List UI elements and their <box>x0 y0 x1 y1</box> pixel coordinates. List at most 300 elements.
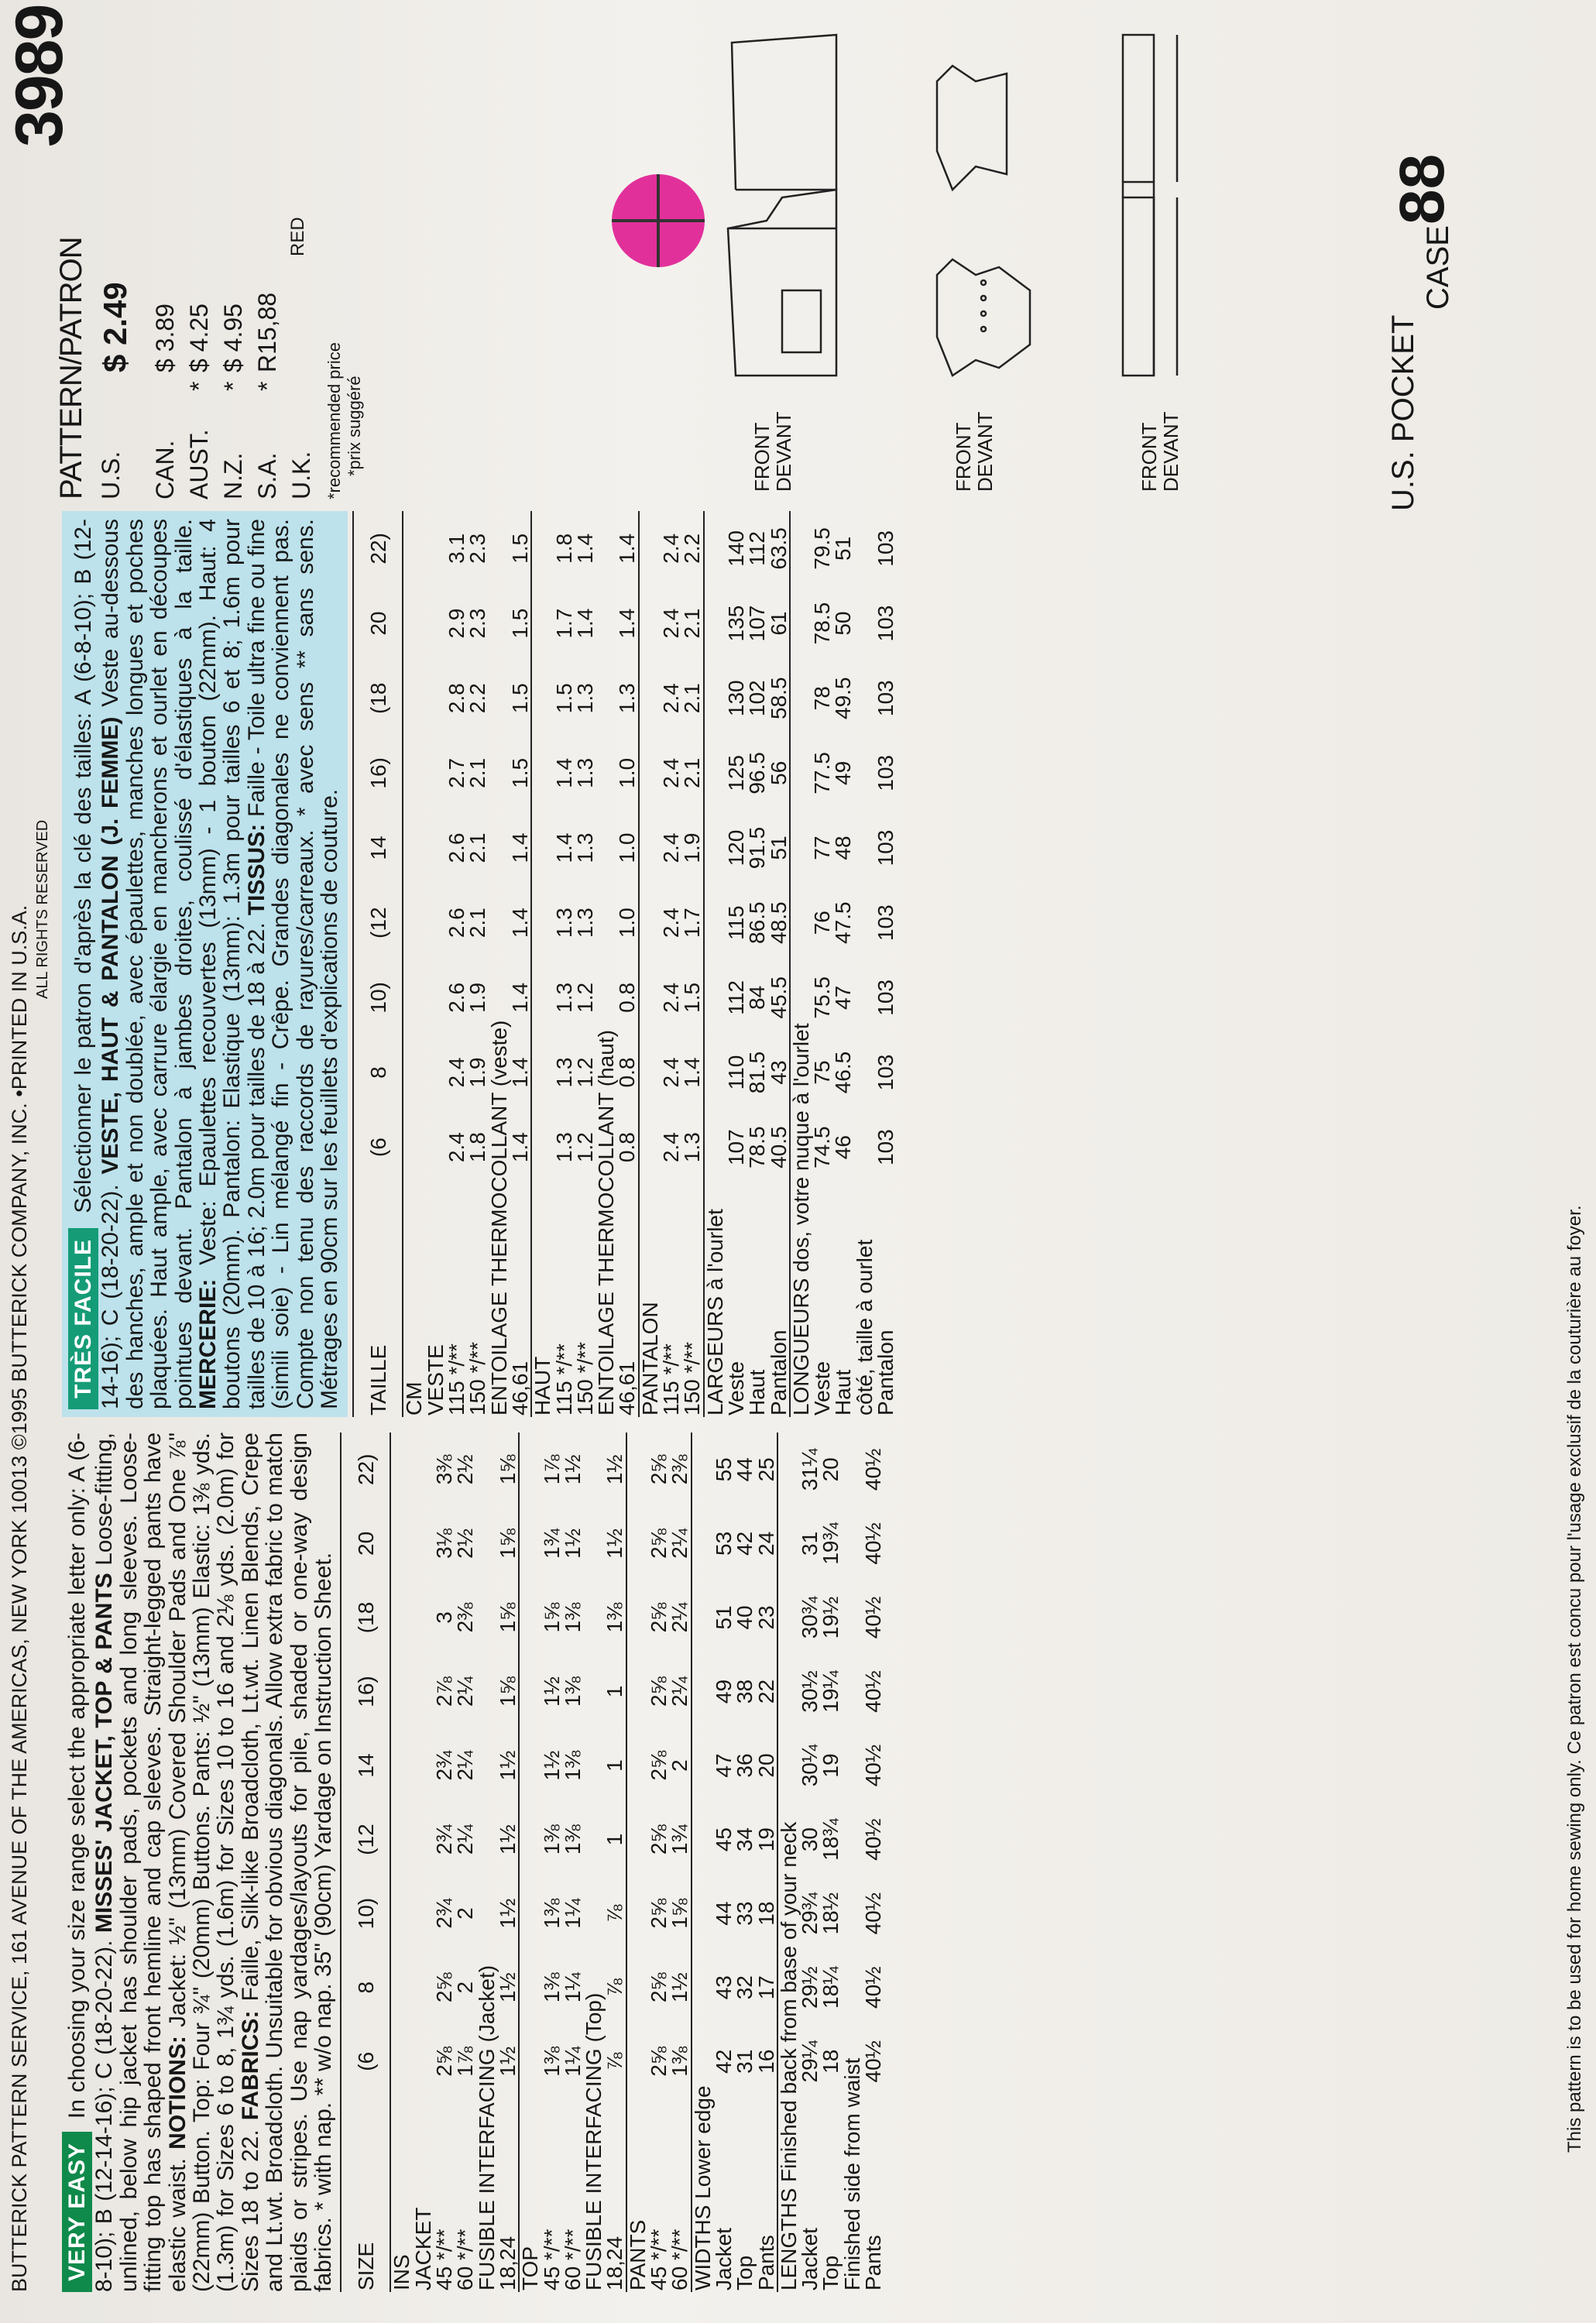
english-cell-value: 53 <box>711 1531 736 1556</box>
french-yardage-table <box>352 511 896 1417</box>
french-cell-value: 1.3 <box>551 1057 576 1088</box>
english-cell-value: 2⅜ <box>668 1454 692 1485</box>
english-title: MISSES' JACKET, TOP & PANTS <box>91 1573 118 1934</box>
jacket-devant-label: DEVANT <box>772 411 795 492</box>
french-table-row <box>510 511 531 1417</box>
french-cell-value: 1.3 <box>572 832 597 863</box>
french-cell-value: 2.4 <box>444 1132 469 1163</box>
french-cell-value: 112 <box>745 531 770 566</box>
french-cell-value: 61 <box>766 611 791 636</box>
top-sketch-icon <box>922 27 1045 383</box>
english-cell-value: 1⅞ <box>453 2046 478 2077</box>
french-table-row <box>875 511 896 1417</box>
english-row-label: INS <box>390 2254 414 2290</box>
english-cell-value: 30½ <box>798 1670 822 1713</box>
english-cell-value: 1⅜ <box>560 1602 585 1633</box>
english-cell-value: 2¼ <box>668 1676 692 1707</box>
english-row-label: 60 */** <box>560 2229 585 2290</box>
french-table-row <box>681 511 703 1417</box>
french-cell-value: 103 <box>874 1129 898 1166</box>
french-row-label: Haut <box>745 1369 770 1415</box>
fabrics-text: Faille, Silk-like Broadcloth, Lt.wt. Linen Blends, Crepe and Lt.wt. Broadcloth. Unsuitable for obvious diagonals. Allow extra fabric to match plaids or stripes. Use nap yardages/layouts for pile, shaded or one-way design fabrics. * with nap. ** w/o nap. 35" (90cm) Yardage on Instruction Sheet. <box>237 1433 337 2292</box>
english-cell-value: 1 <box>602 1833 627 1846</box>
french-row-label: LONGUEURS dos, votre nuque à l'ourlet <box>790 511 812 1417</box>
french-cell-value: 1.4 <box>507 908 532 938</box>
french-cell-value: 50 <box>831 611 856 636</box>
price-country: U.S. <box>97 451 125 499</box>
english-cell-value: 42 <box>711 2049 736 2074</box>
french-cell-value: 2.4 <box>659 608 684 639</box>
english-cell-value: 1⅜ <box>560 1824 585 1855</box>
english-row-label: 45 */** <box>647 2229 671 2290</box>
english-cell-value: 2⅝ <box>647 1898 671 1929</box>
english-cell-value: 44 <box>711 1901 736 1926</box>
french-cell-value: 1.4 <box>615 608 640 639</box>
english-table-row <box>692 1433 713 2292</box>
english-cell-value: 29¼ <box>798 2040 822 2083</box>
french-cell-value: 2.6 <box>444 908 469 938</box>
recommended-note: *recommended price <box>324 342 344 499</box>
price-mark <box>287 372 321 391</box>
english-size-col: 8 <box>341 1951 390 2025</box>
french-cell-value: 1.4 <box>507 1057 532 1088</box>
french-cell-value: 1.7 <box>551 608 576 639</box>
french-cell-value: 2.4 <box>659 832 684 863</box>
english-table-row <box>562 1433 583 2292</box>
french-cell-value: 2.6 <box>444 832 469 863</box>
english-size-col: 16) <box>341 1655 390 1729</box>
english-cell-value: 20 <box>819 1457 843 1482</box>
french-cell-value: 140 <box>723 530 748 567</box>
english-cell-value: 40½ <box>861 1744 885 1787</box>
french-cell-value: 112 <box>723 980 748 1015</box>
french-cell-value: 79.5 <box>810 527 835 570</box>
english-row-label: PANTS <box>626 1433 648 2292</box>
top-front-label: FRONT <box>952 422 975 492</box>
english-cell-value: 1⅝ <box>668 1898 692 1929</box>
price-mark <box>151 372 185 391</box>
french-row-label: 150 */** <box>680 1342 705 1415</box>
english-cell-value: 2¼ <box>453 1824 478 1855</box>
french-cell-value: 1.4 <box>680 1057 705 1088</box>
english-cell-value: 2¾ <box>432 1824 457 1855</box>
french-row-label: 46,61 <box>507 1361 532 1415</box>
french-size-col: 10) <box>353 960 403 1035</box>
french-cell-value: 107 <box>723 1129 748 1166</box>
french-cell-value: 2.6 <box>444 982 469 1013</box>
french-row-label: ENTOILAGE THERMOCOLLANT (haut) <box>594 1030 619 1415</box>
top-sketch <box>922 19 1100 499</box>
english-intro: In choosing your size range select the appropriate letter only: A (6-8-10); B (12-14-16); C (18-20-22). <box>64 1433 118 2292</box>
mercerie-label: MERCERIE: <box>195 1278 221 1409</box>
french-cell-value: 103 <box>874 530 898 567</box>
french-cell-value: 2.9 <box>444 608 469 639</box>
mercerie-text: Veste: Epaulettes recouvertes (13mm) - 1 bouton (22mm). Haut: 4 boutons (20mm). Pantalon: Elastique (13mm): 1.3m pour tailles 6 et 8; 1.6m pour tailles de 10 à 16; 2.0m pour tailles de 18 à 22. <box>195 519 269 1409</box>
french-cell-value: 1.0 <box>615 757 640 788</box>
english-cell-value: 2¾ <box>432 1898 457 1929</box>
english-cell-value: 29½ <box>798 1966 822 2009</box>
french-cell-value: 1.0 <box>615 832 640 863</box>
english-cell-value: 2¼ <box>668 1528 692 1559</box>
english-row-label: 45 */** <box>539 2229 564 2290</box>
english-cell-value: 40½ <box>861 2040 885 2083</box>
tissus-text: Faille - Toile ultra fine ou fine (simili soie) - Lin mélangé fin - Crêpe. Grandes diagonales ne conviennent pas. Compte non tenu des raccords de rayures/carreaux. * avec sens ** sans sens. Métrages en 90cm sur les feuillets d'explications de couture. <box>243 519 343 1409</box>
english-cell-value: 1¼ <box>560 1898 585 1929</box>
french-cell-value: 76 <box>810 911 835 935</box>
english-cell-value: 1½ <box>495 1898 520 1929</box>
french-cell-value: 1.2 <box>572 982 597 1013</box>
english-cell-value: 30 <box>798 1827 822 1852</box>
english-row-label: Jacket <box>798 2228 822 2290</box>
english-cell-value: 30¾ <box>798 1596 822 1639</box>
french-table-row <box>726 511 747 1417</box>
english-cell-value: 22 <box>753 1679 778 1704</box>
case-label: CASE <box>1421 225 1455 310</box>
english-cell-value: 1 <box>602 1685 627 1698</box>
french-size-col: 20 <box>353 586 403 661</box>
french-cell-value: 1.3 <box>615 683 640 714</box>
fabrics-label: FABRICS: <box>237 2010 263 2121</box>
french-cell-value: 84 <box>745 985 770 1010</box>
top-devant-label: DEVANT <box>973 411 997 492</box>
french-cell-value: 1.4 <box>551 832 576 863</box>
french-cell-value: 58.5 <box>766 677 791 719</box>
jacket-sketch <box>720 19 914 499</box>
jacket-front-label: FRONT <box>750 422 774 492</box>
english-cell-value: 1¾ <box>539 1528 564 1559</box>
english-row-label: 18,24 <box>602 2236 627 2290</box>
english-table-row <box>820 1433 841 2292</box>
price-country: U.K. <box>287 451 315 499</box>
english-cell-value: 2⅝ <box>432 2046 457 2077</box>
english-cell-value: 18¼ <box>819 1966 843 2009</box>
english-cell-value: 2⅜ <box>453 1602 478 1633</box>
english-row-label: Top <box>819 2255 843 2290</box>
english-cell-value: 1⅜ <box>560 1676 585 1707</box>
english-cell-value: 19¼ <box>819 1670 843 1713</box>
french-cell-value: 2.1 <box>680 608 705 639</box>
price-row <box>97 19 151 499</box>
french-cell-value: 2.7 <box>444 757 469 788</box>
english-cell-value: 1½ <box>560 1454 585 1485</box>
french-cell-value: 1.4 <box>551 757 576 788</box>
english-size-header-row <box>341 1433 390 2292</box>
french-cell-value: 0.8 <box>615 1057 640 1088</box>
french-cell-value: 77 <box>810 836 835 860</box>
english-cell-value: 45 <box>711 1827 736 1852</box>
price-value: R15,88 <box>253 292 281 372</box>
french-cell-value: 1.5 <box>507 757 532 788</box>
english-desc-text: Loose-fitting, unlined, below hip jacket has shoulder pads, pockets and long sleeves. Loose-fitting top has shaped front hemline and cap sleeves. Straight-legged pants have elastic waist. <box>91 1433 190 2292</box>
pants-devant-label: DEVANT <box>1159 411 1182 492</box>
french-cell-value: 75.5 <box>810 976 835 1019</box>
english-row-label: TOP <box>519 1433 541 2292</box>
suggested-note: *prix suggéré <box>345 376 364 476</box>
english-size-col: 20 <box>341 1507 390 1581</box>
english-cell-value: 2⅝ <box>647 1602 671 1633</box>
french-row-label: 115 */** <box>551 1343 576 1415</box>
sketch-area <box>720 19 1309 499</box>
english-cell-value: 40½ <box>861 1966 885 2009</box>
french-size-col: 8 <box>353 1035 403 1110</box>
english-cell-value: 1½ <box>495 1824 520 1855</box>
english-cell-value: 1⅜ <box>668 2046 692 2077</box>
english-cell-value: 36 <box>733 1753 757 1778</box>
english-cell-value: 1½ <box>539 1750 564 1781</box>
french-table-row <box>704 511 726 1417</box>
english-table-row <box>497 1433 519 2292</box>
french-cell-value: 103 <box>874 829 898 866</box>
english-cell-value: 2¼ <box>453 1750 478 1781</box>
french-cell-value: 130 <box>723 680 748 717</box>
french-cell-value: 2.2 <box>680 533 705 564</box>
french-cell-value: 49 <box>831 760 856 785</box>
french-cell-value: 56 <box>766 760 791 785</box>
english-table-row <box>648 1433 669 2292</box>
french-cell-value: 47.5 <box>831 901 856 944</box>
english-size-col: 10) <box>341 1876 390 1951</box>
french-cell-value: 1.5 <box>507 683 532 714</box>
french-cell-value: 96.5 <box>745 752 770 794</box>
french-size-col: (18 <box>353 661 403 736</box>
french-table-row <box>425 511 446 1417</box>
french-cell-value: 135 <box>723 605 748 642</box>
price-mark: * <box>219 381 247 391</box>
english-row-label: FUSIBLE INTERFACING (Jacket) <box>474 1964 499 2290</box>
french-cell-value: 1.3 <box>551 908 576 938</box>
english-cell-value: 2 <box>453 1981 478 1994</box>
english-cell-value: ⅞ <box>602 1978 627 1997</box>
english-cell-value: 1⅜ <box>539 1824 564 1855</box>
english-cell-value: 2⅝ <box>647 1750 671 1781</box>
price-country: CAN. <box>151 440 179 499</box>
french-table-row <box>595 511 616 1417</box>
english-table-row <box>626 1433 648 2292</box>
english-row-label: Pants <box>753 2235 778 2290</box>
english-row-label: FUSIBLE INTERFACING (Top) <box>582 1992 606 2290</box>
english-row-label: LENGTHS Finished back from base of your neck <box>777 1433 799 2292</box>
price-value: $ 4.25 <box>185 304 213 372</box>
english-cell-value: 1⅝ <box>495 1454 520 1485</box>
english-cell-value: 19 <box>819 1753 843 1778</box>
pattern-number: 3989 <box>2 5 77 147</box>
english-cell-value: 40½ <box>861 1596 885 1639</box>
english-cell-value: 49 <box>711 1679 736 1704</box>
french-cell-value: 2.1 <box>465 757 490 788</box>
english-cell-value: 1½ <box>560 1528 585 1559</box>
tres-facile-badge: TRÈS FACILE <box>68 1228 98 1409</box>
english-cell-value: 2⅞ <box>432 1676 457 1707</box>
english-cell-value: 1 <box>602 1759 627 1772</box>
english-cell-value: 31 <box>733 2049 757 2074</box>
french-cell-value: 43 <box>766 1060 791 1085</box>
pants-sketch-icon <box>1107 27 1231 383</box>
price-value: $ 4.95 <box>219 304 247 372</box>
english-table-row <box>777 1433 799 2292</box>
french-cell-value: 2.1 <box>465 832 490 863</box>
french-cell-value: 107 <box>745 605 770 642</box>
english-table-row <box>604 1433 626 2292</box>
french-cell-value: 1.8 <box>465 1132 490 1163</box>
english-cell-value: 1⅜ <box>560 1750 585 1781</box>
french-table-row <box>639 511 661 1417</box>
english-cell-value: 47 <box>711 1753 736 1778</box>
english-row-label: 45 */** <box>432 2229 457 2290</box>
french-cell-value: 110 <box>723 1055 748 1090</box>
french-cell-value: 48 <box>831 836 856 860</box>
french-table-row <box>747 511 767 1417</box>
french-cell-value: 63.5 <box>766 527 791 570</box>
french-cell-value: 40.5 <box>766 1126 791 1168</box>
french-cell-value: 102 <box>745 680 770 717</box>
english-cell-value: 55 <box>711 1457 736 1482</box>
english-table-row <box>455 1433 475 2292</box>
english-cell-value: 1⅜ <box>539 2046 564 2077</box>
french-cell-value: 1.2 <box>572 1132 597 1163</box>
french-cell-value: 1.4 <box>507 1132 532 1163</box>
tissus-label: TISSUS: <box>243 823 269 916</box>
english-cell-value: 2⅝ <box>647 1972 671 2003</box>
english-yardage-table <box>340 1433 884 2292</box>
price-row <box>151 19 185 499</box>
french-cell-value: 86.5 <box>745 901 770 944</box>
french-cell-value: 103 <box>874 755 898 791</box>
english-cell-value: 1⅜ <box>539 1898 564 1929</box>
notions-label: NOTIONS: <box>164 2036 190 2150</box>
french-table-row <box>531 511 553 1417</box>
french-row-label: Haut <box>831 1369 856 1415</box>
english-cell-value: 2¼ <box>668 1602 692 1633</box>
french-size-col: 16) <box>353 736 403 811</box>
english-size-col: (18 <box>341 1580 390 1655</box>
french-row-label: Veste <box>723 1361 748 1415</box>
english-cell-value: 1½ <box>539 1676 564 1707</box>
french-cell-value: 103 <box>874 605 898 642</box>
french-row-label: 115 */** <box>659 1343 684 1415</box>
english-cell-value: 25 <box>753 1457 778 1482</box>
price-country: AUST. <box>185 429 213 499</box>
english-cell-value: 31 <box>798 1531 822 1556</box>
english-cell-value: 32 <box>733 1975 757 2000</box>
french-cell-value: 2.4 <box>659 533 684 564</box>
pants-sketch <box>1107 19 1301 499</box>
english-cell-value: 2⅝ <box>647 1454 671 1485</box>
french-cell-value: 0.8 <box>615 1132 640 1163</box>
french-cell-value: 1.4 <box>507 982 532 1013</box>
french-cell-value: 0.8 <box>615 982 640 1013</box>
english-cell-value: 1½ <box>602 1528 627 1559</box>
english-cell-value: 1¾ <box>668 1824 692 1855</box>
french-cell-value: 2.4 <box>444 1057 469 1088</box>
french-table-row <box>446 511 467 1417</box>
french-cell-value: 1.5 <box>551 683 576 714</box>
price-value: $ 2.49 <box>97 282 133 372</box>
english-row-label: Pants <box>861 2235 885 2290</box>
english-cell-value: 1⅝ <box>495 1528 520 1559</box>
english-cell-value: 3 <box>432 1611 457 1624</box>
english-table-row <box>799 1433 820 2292</box>
french-table-row <box>832 511 853 1417</box>
english-cell-value: 19¾ <box>819 1522 843 1565</box>
french-cell-value: 120 <box>723 829 748 866</box>
english-cell-value: 1½ <box>495 1750 520 1781</box>
pricing-heading: PATTERN/PATRON <box>54 237 88 499</box>
french-row-label: LARGEURS à l'ourlet <box>704 511 726 1417</box>
english-cell-value: 19½ <box>819 1596 843 1639</box>
english-row-label: 60 */** <box>668 2229 692 2290</box>
english-cell-value: 1¼ <box>560 2046 585 2077</box>
english-cell-value: 34 <box>733 1827 757 1852</box>
english-row-label: 18,24 <box>495 2236 520 2290</box>
english-cell-value: 1½ <box>495 2046 520 2077</box>
french-cell-value: 2.4 <box>659 683 684 714</box>
french-cell-value: 1.4 <box>615 533 640 564</box>
fabric-swatch-icon <box>612 174 705 267</box>
price-row <box>219 19 253 499</box>
english-cell-value: 1⅝ <box>495 1676 520 1707</box>
french-table-row <box>661 511 681 1417</box>
english-cell-value: 42 <box>733 1531 757 1556</box>
french-row-label: 150 */** <box>465 1342 490 1415</box>
english-table-row <box>842 1433 863 2292</box>
english-cell-value: 40½ <box>861 1522 885 1565</box>
french-cell-value: 1.9 <box>680 832 705 863</box>
french-table-row <box>768 511 790 1417</box>
french-table-row <box>467 511 488 1417</box>
french-cell-value: 1.3 <box>551 982 576 1013</box>
english-cell-value: 33 <box>733 1901 757 1926</box>
french-table-row <box>575 511 595 1417</box>
english-cell-value: 40½ <box>861 1818 885 1861</box>
english-cell-value: 1¼ <box>560 1972 585 2003</box>
price-value: RED <box>287 217 308 256</box>
price-mark: * <box>185 381 213 391</box>
price-list <box>97 19 321 499</box>
french-cell-value: 77.5 <box>810 752 835 794</box>
english-cell-value: 3⅛ <box>432 1528 457 1559</box>
english-table-row <box>669 1433 691 2292</box>
french-row-label: ENTOILAGE THERMOCOLLANT (veste) <box>486 1020 511 1415</box>
french-cell-value: 103 <box>874 980 898 1016</box>
english-cell-value: 2¼ <box>453 1676 478 1707</box>
english-cell-value: 2 <box>668 1759 692 1772</box>
english-table-row <box>583 1433 604 2292</box>
french-row-label: 150 */** <box>572 1342 597 1415</box>
english-cell-value: 2½ <box>453 1528 478 1559</box>
english-cell-value: 1⅞ <box>539 1454 564 1485</box>
english-cell-value: 1⅝ <box>539 1602 564 1633</box>
price-row <box>185 19 219 499</box>
french-cell-value: 2.1 <box>465 908 490 938</box>
french-cell-value: 46.5 <box>831 1051 856 1094</box>
pricing-panel <box>54 19 365 499</box>
english-size-col: 22) <box>341 1433 390 1507</box>
english-row-label: JACKET <box>410 2207 435 2290</box>
english-cell-value: 40½ <box>861 1670 885 1713</box>
english-cell-value: 2⅝ <box>647 1528 671 1559</box>
english-size-col: 14 <box>341 1728 390 1803</box>
english-cell-value: 1⅜ <box>602 1602 627 1633</box>
french-cell-value: 78 <box>810 686 835 711</box>
french-table-row <box>790 511 812 1417</box>
english-cell-value: 1⅝ <box>495 1602 520 1633</box>
english-description <box>62 1433 335 2292</box>
french-cell-value: 103 <box>874 680 898 717</box>
english-cell-value: 1⅜ <box>539 1972 564 2003</box>
french-size-header-row <box>353 511 403 1417</box>
french-cell-value: 1.4 <box>572 533 597 564</box>
english-cell-value: 30¼ <box>798 1744 822 1787</box>
